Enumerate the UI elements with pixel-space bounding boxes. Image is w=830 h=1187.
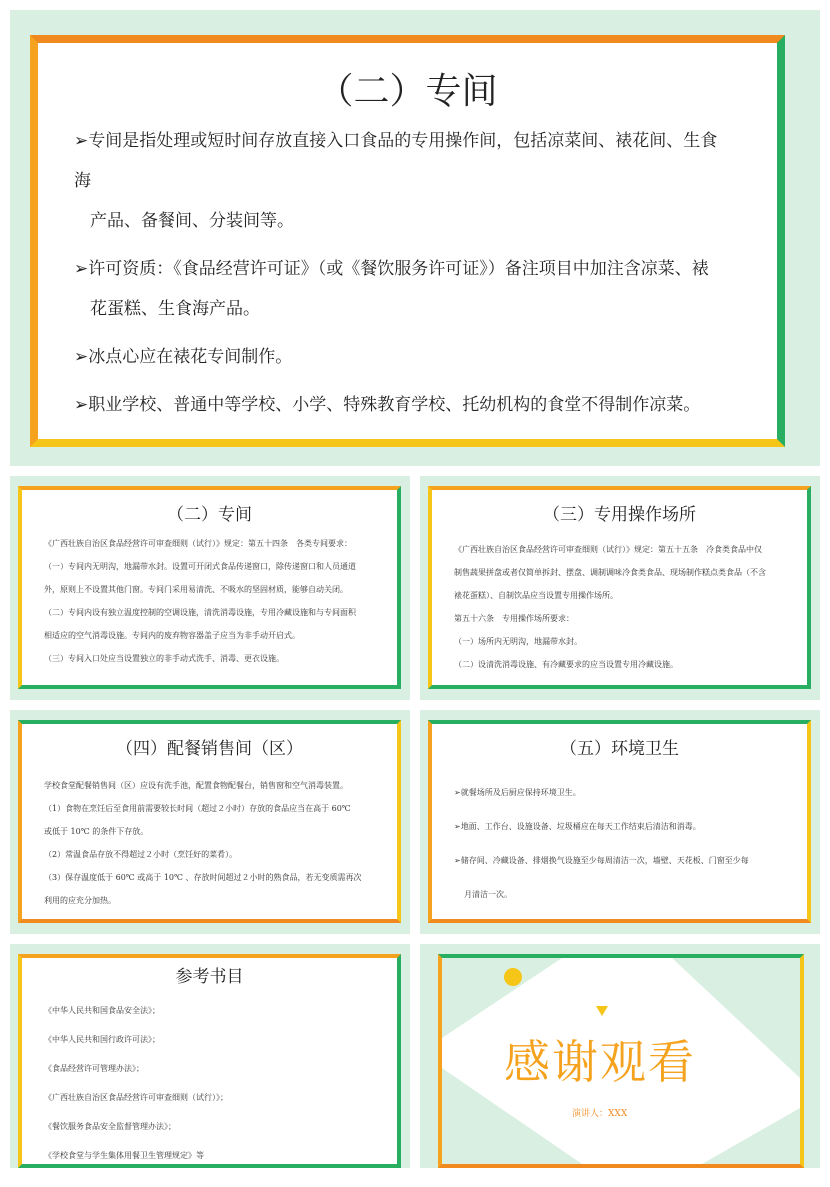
slide-1-title: （二）专间 (317, 71, 498, 112)
text-line: 月清洁一次。 (464, 890, 512, 899)
slide-3 (420, 476, 820, 700)
slide-3-frame (428, 486, 811, 689)
text-line: （二）设清洗消毒设施、有冷藏要求的应当设置专用冷藏设施。 (454, 660, 678, 669)
text-line: （一）场所内无明沟，地漏带水封。 (454, 637, 582, 646)
slide-1 (10, 10, 820, 466)
text-line: ➢地面、工作台、设施设备、垃圾桶应在每天工作结束后清洁和消毒。 (454, 822, 701, 831)
text-line: 《广西壮族自治区食品经营许可审查细则（试行）》规定：第五十五条 冷食类食品中仅 (454, 545, 762, 554)
text-line: 或低于 10℃ 的条件下存放。 (44, 827, 149, 836)
arrow-icon: ➢ (454, 788, 461, 797)
yellow-triangle-icon (596, 1006, 608, 1016)
slide-5-frame (428, 720, 811, 923)
text-line: 《广西壮族自治区食品经营许可审查细则（试行）》规定：第五十四条 各类专间要求： (44, 539, 352, 548)
slide-5-body (454, 776, 789, 912)
text-line: ➢储存间、冷藏设备、排烟换气设施至少每周清洁一次，墙壁、天花板、门窗至少每 (454, 856, 749, 865)
presenter-label: 演讲人：XXX (572, 1109, 628, 1119)
slide-6-body (44, 996, 379, 1168)
slide-1-frame (30, 35, 785, 447)
slide-5 (420, 710, 820, 934)
text-line: 外，原则上不设置其他门窗。专间门采用易清洗、不吸水的坚固材质，能够自动关闭。 (44, 585, 348, 594)
slide-6-frame (18, 954, 401, 1168)
slide-2-title: （二）专间 (167, 505, 252, 525)
slide-3-title: （三）专用操作场所 (543, 505, 696, 525)
text-line: （二）专间内设有独立温度控制的空调设施，清洗消毒设施，专用冷藏设施和与专间面积 (44, 608, 356, 617)
text-line: （一）专间内无明沟，地漏带水封。设置可开闭式食品传递窗口，除传递窗口和人员通道 (44, 562, 356, 571)
slide-6 (10, 944, 410, 1168)
thanks-heading: 感谢观看 (504, 1035, 696, 1089)
slide-2-frame (18, 486, 401, 689)
text-line: 第五十六条 专用操作场所要求： (454, 614, 574, 623)
bullet-1: ➢专间是指处理或短时间存放直接入口食品的专用操作间，包括凉菜间、裱花间、生食海 产品、备餐间、分装间等。 (74, 131, 718, 231)
text-line: 《学校食堂与学生集体用餐卫生管理规定》等 (44, 1151, 204, 1160)
text-line: 裱花蛋糕）、自制饮品应当设置专用操作场所。 (454, 591, 618, 600)
arrow-icon: ➢ (454, 822, 461, 831)
text-line: 相适应的空气消毒设施。专间内的废弃物容器盖子应当为非手动开启式。 (44, 631, 300, 640)
text-line: （三）专间入口处应当设置独立的非手动式洗手、消毒、更衣设施。 (44, 654, 284, 663)
slide-2 (10, 476, 410, 700)
text-line: 《中华人民共和国食品安全法》； (44, 1006, 160, 1015)
slide-4 (10, 710, 410, 934)
slide-4-title: （四）配餐销售间（区） (116, 739, 303, 759)
text-line: （2）常温食品存放不得超过２小时（烹饪好的菜肴）。 (44, 850, 238, 859)
slide-7-frame (438, 954, 804, 1168)
arrow-icon: ➢ (74, 131, 89, 151)
slide-3-body (454, 538, 789, 676)
text-line: 《广西壮族自治区食品经营许可审查细则（试行）》； (44, 1093, 228, 1102)
text-line: 学校食堂配餐销售间（区）应设有洗手池，配置食物配餐台，销售窗和空气消毒装置。 (44, 781, 348, 790)
arrow-icon: ➢ (454, 856, 461, 865)
text-line: ➢就餐场所及后厨应保持环境卫生。 (454, 788, 581, 797)
slide-4-frame (18, 720, 401, 923)
arrow-icon: ➢ (74, 347, 89, 367)
slide-1-bullets (74, 121, 733, 433)
text-line: 制售蔬果拼盘或者仅简单拆封、摆盘、调制调味冷食类食品、现场制作糕点类食品（不含 (454, 568, 766, 577)
text-line: （1）食物在烹饪后至食用前需要较长时间（超过２小时）存放的食品应当在高于 60℃ (44, 804, 351, 813)
text-line: 《餐饮服务食品安全监督管理办法》； (44, 1122, 176, 1131)
slide-4-body (44, 774, 379, 912)
text-line: （3）保存温度低于 60℃ 或高于 10℃ 、存放时间超过２小时的熟食品，若无变质需再次 (44, 873, 362, 882)
bullet-3: ➢冰点心应在裱花专间制作。 (74, 347, 293, 367)
slide-2-body (44, 532, 379, 670)
text-line: 《中华人民共和国行政许可法》； (44, 1035, 160, 1044)
arrow-icon: ➢ (74, 395, 89, 415)
slide-7 (420, 944, 820, 1168)
bullet-2: ➢许可资质：《食品经营许可证》（或《餐饮服务许可证》）备注项目中加注含凉菜、裱 花蛋糕、生食海产品。 (74, 259, 709, 319)
corner-shape (702, 1108, 800, 1164)
arrow-icon: ➢ (74, 259, 89, 279)
text-line: 《食品经营许可管理办法》； (44, 1064, 144, 1073)
slide-5-title: （五）环境卫生 (560, 739, 679, 759)
bullet-4: ➢职业学校、普通中等学校、小学、特殊教育学校、托幼机构的食堂不得制作凉菜。 (74, 395, 701, 415)
text-line: 利用的应充分加热。 (44, 896, 116, 905)
yellow-dot-icon (504, 968, 522, 986)
slide-6-title: 参考书目 (175, 967, 244, 987)
